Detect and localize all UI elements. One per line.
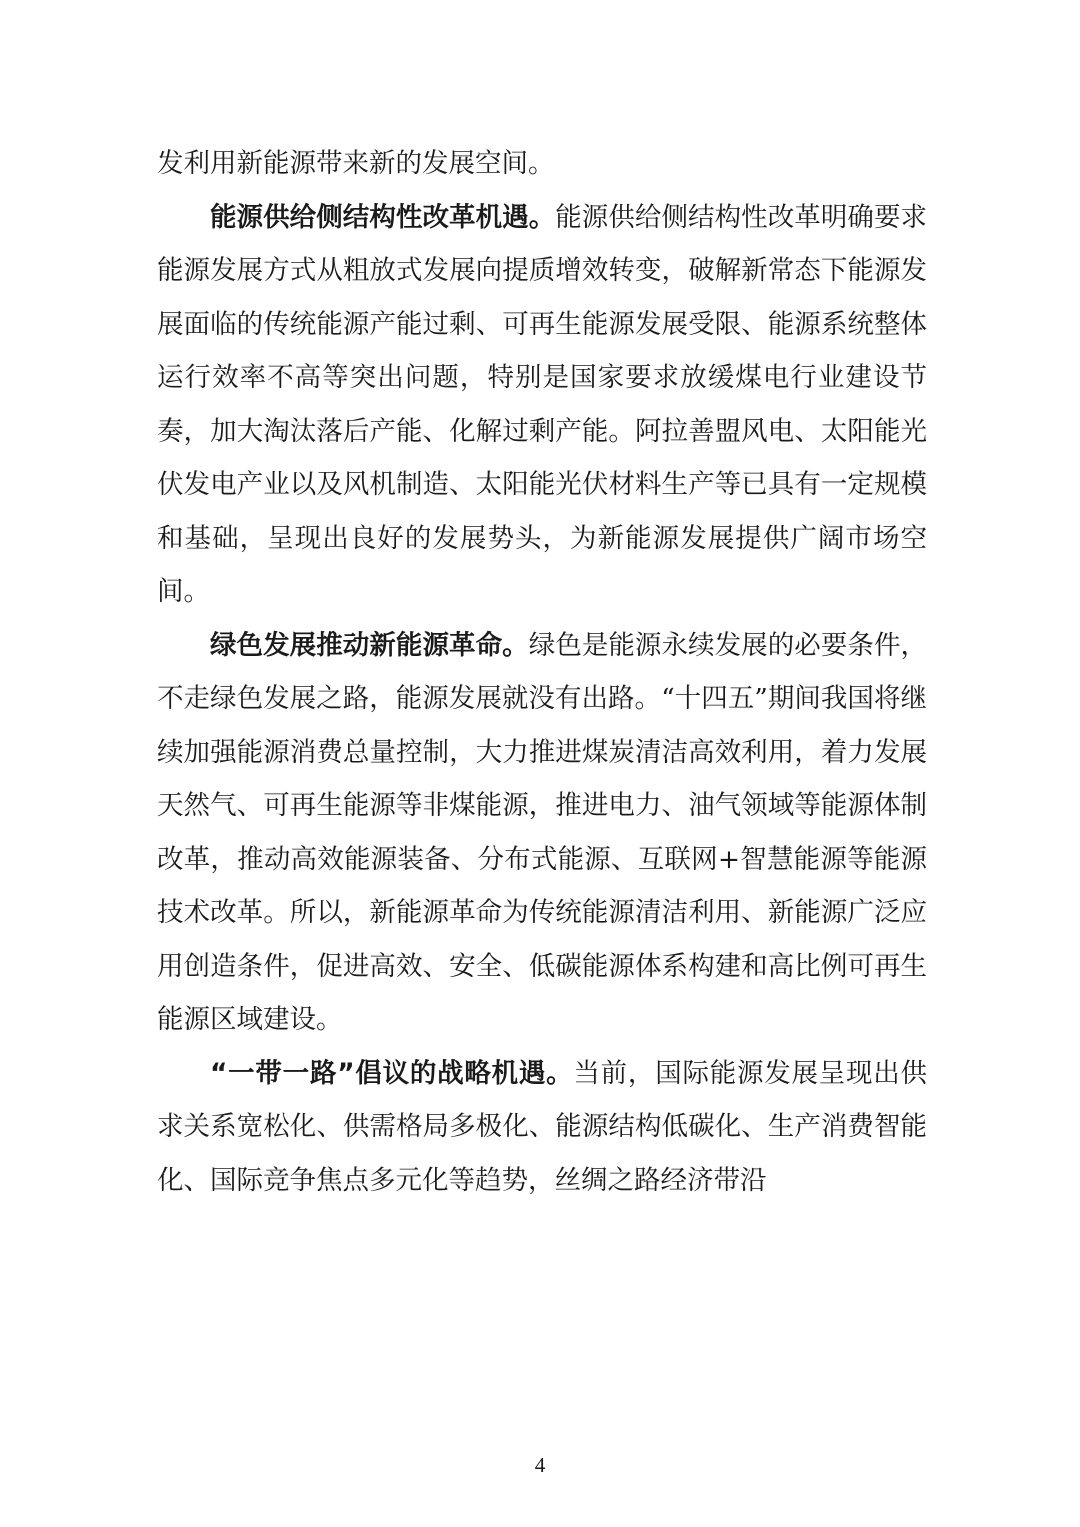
- paragraph-text: 当前，国际能源发展呈现出供求关系宽松化、供需格局多极化、能源结构低碳化、生产消费智能化、国际竞争焦点多元化等趋势，丝绸之路经济带沿: [157, 1057, 927, 1196]
- paragraph-belt-and-road: [157, 1047, 927, 1208]
- paragraph-heading: “一带一路”倡议的战略机遇。: [210, 1057, 574, 1089]
- paragraph-continuation: [157, 137, 927, 191]
- page-number: 4: [534, 1453, 546, 1477]
- paragraph-green-development: [157, 619, 927, 1047]
- paragraph-supply-side-reform: [157, 191, 927, 619]
- paragraph-text: 能源供给侧结构性改革明确要求能源发展方式从粗放式发展向提质增效转变，破解新常态下能源发展面临的传统能源产能过剩、可再生能源发展受限、能源系统整体运行效率不高等突出问题，特别是国家要求放缓煤电行业建设节奏，加大淘汰落后产能、化解过剩产能。阿拉善盟风电、太阳能光伏发电产业以及风机制造、太阳能光伏材料生产等已具有一定规模和基础，呈现出良好的发展势头，为新能源发展提供广阔市场空间。: [157, 201, 927, 607]
- paragraph-text: 绿色是能源永续发展的必要条件，不走绿色发展之路，能源发展就没有出路。“十四五”期间我国将继续加强能源消费总量控制，大力推进煤炭清洁高效利用，着力发展天然气、可再生能源等非煤能源，推进电力、油气领域等能源体制改革，推动高效能源装备、分布式能源、互联网+智慧能源等能源技术改革。所以，新能源革命为传统能源清洁利用、新能源广泛应用创造条件，促进高效、安全、低碳能源体系构建和高比例可再生能源区域建设。: [157, 629, 928, 1035]
- paragraph-heading: 能源供给侧结构性改革机遇。: [210, 201, 556, 233]
- paragraph-text: 发利用新能源带来新的发展空间。: [157, 148, 555, 179]
- body-text: [157, 137, 927, 1207]
- paragraph-heading: 绿色发展推动新能源革命。: [210, 629, 529, 661]
